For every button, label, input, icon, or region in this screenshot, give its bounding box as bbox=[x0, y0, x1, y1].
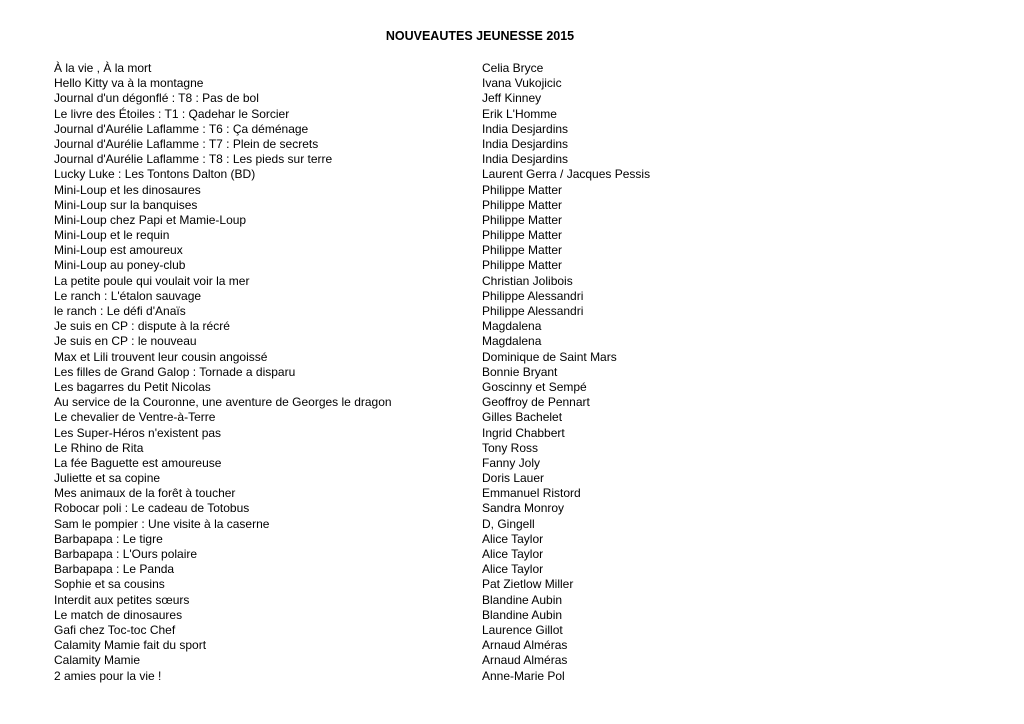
page-title: NOUVEAUTES JEUNESSE 2015 bbox=[385, 29, 575, 43]
book-author: Philippe Matter bbox=[482, 182, 563, 197]
book-title: Sam le pompier : Une visite à la caserne bbox=[54, 516, 270, 531]
book-author: Pat Zietlow Miller bbox=[482, 577, 574, 592]
book-author: Dominique de Saint Mars bbox=[482, 349, 617, 364]
book-title: Lucky Luke : Les Tontons Dalton (BD) bbox=[54, 167, 256, 182]
book-title: Max et Lili trouvent leur cousin angoissé bbox=[54, 349, 268, 364]
book-author: Bonnie Bryant bbox=[482, 364, 558, 379]
book-author: Jeff Kinney bbox=[482, 91, 542, 106]
list-item bbox=[54, 183, 754, 198]
list-item bbox=[54, 152, 754, 167]
list-item bbox=[54, 395, 754, 410]
book-author: Arnaud Alméras bbox=[482, 638, 568, 653]
book-title: Les bagarres du Petit Nicolas bbox=[54, 379, 211, 394]
list-item bbox=[54, 517, 754, 532]
book-title: Le livre des Étoiles : T1 : Qadehar le Sorcier bbox=[54, 106, 290, 121]
book-title: Hello Kitty va à la montagne bbox=[54, 76, 204, 91]
book-author: India Desjardins bbox=[482, 121, 569, 136]
list-item bbox=[54, 198, 754, 213]
book-title: Calamity Mamie bbox=[54, 653, 141, 668]
list-item bbox=[54, 608, 754, 623]
list-item bbox=[54, 334, 754, 349]
list-item bbox=[54, 577, 754, 592]
book-title: Journal d'un dégonflé : T8 : Pas de bol bbox=[54, 91, 259, 106]
book-author: Philippe Matter bbox=[482, 228, 563, 243]
list-item bbox=[54, 638, 754, 653]
list-item bbox=[54, 122, 754, 137]
list-item bbox=[54, 653, 754, 668]
book-author: Alice Taylor bbox=[482, 531, 544, 546]
book-title: Les Super-Héros n'existent pas bbox=[54, 425, 222, 440]
list-item bbox=[54, 562, 754, 577]
book-title: Barbapapa : L'Ours polaire bbox=[54, 547, 198, 561]
book-author: Geoffroy de Pennart bbox=[482, 395, 590, 410]
book-title: Journal d'Aurélie Laflamme : T6 : Ça déménage bbox=[54, 121, 309, 136]
book-author: Anne-Marie Pol bbox=[482, 668, 565, 683]
book-author: Laurence Gillot bbox=[482, 622, 563, 637]
book-author: Christian Jolibois bbox=[482, 273, 573, 288]
book-author: Magdalena bbox=[482, 334, 542, 349]
book-author: Philippe Matter bbox=[482, 212, 563, 227]
book-title: Journal d'Aurélie Laflamme : T8 : Les pieds sur terre bbox=[54, 152, 333, 167]
list-item bbox=[54, 274, 754, 289]
book-author: Philippe Matter bbox=[482, 258, 563, 273]
list-item bbox=[54, 304, 754, 319]
book-author: Philippe Alessandri bbox=[482, 304, 584, 318]
book-title: Mes animaux de la forêt à toucher bbox=[54, 486, 236, 501]
book-title: Les filles de Grand Galop : Tornade a disparu bbox=[54, 364, 296, 379]
list-item bbox=[54, 501, 754, 516]
list-item bbox=[54, 441, 754, 456]
list-item bbox=[54, 289, 754, 304]
book-author: Ingrid Chabbert bbox=[482, 425, 565, 440]
book-author: India Desjardins bbox=[482, 136, 569, 151]
list-item bbox=[54, 61, 754, 76]
list-item bbox=[54, 532, 754, 547]
book-author: Emmanuel Ristord bbox=[482, 486, 581, 501]
book-title: Juliette et sa copine bbox=[54, 471, 161, 486]
book-author: Tony Ross bbox=[482, 440, 539, 455]
book-title: La petite poule qui voulait voir la mer bbox=[54, 273, 250, 288]
book-title: La fée Baguette est amoureuse bbox=[54, 455, 222, 470]
list-item bbox=[54, 623, 754, 638]
book-author: Philippe Alessandri bbox=[482, 288, 584, 303]
book-title: le ranch : Le défi d'Anaïs bbox=[54, 304, 186, 318]
list-item bbox=[54, 258, 754, 273]
list-item bbox=[54, 167, 754, 182]
list-item bbox=[54, 547, 754, 562]
book-author: Alice Taylor bbox=[482, 547, 544, 561]
list-item bbox=[54, 486, 754, 501]
book-author: Sandra Monroy bbox=[482, 501, 565, 516]
list-item bbox=[54, 243, 754, 258]
book-title: Je suis en CP : le nouveau bbox=[54, 334, 197, 349]
book-title: Mini-Loup sur la banquises bbox=[54, 197, 198, 212]
book-author: Ivana Vukojicic bbox=[482, 76, 562, 91]
book-title: Mini-Loup au poney-club bbox=[54, 258, 186, 273]
book-author: Philippe Matter bbox=[482, 243, 563, 258]
list-item bbox=[54, 213, 754, 228]
book-title: Le Rhino de Rita bbox=[54, 440, 144, 455]
book-author: Blandine Aubin bbox=[482, 592, 563, 607]
book-author: Magdalena bbox=[482, 319, 542, 334]
book-title: Le ranch : L'étalon sauvage bbox=[54, 288, 202, 303]
book-author: Fanny Joly bbox=[482, 455, 541, 470]
book-title: Mini-Loup et les dinosaures bbox=[54, 182, 201, 197]
book-title: Journal d'Aurélie Laflamme : T7 : Plein de secrets bbox=[54, 136, 319, 151]
book-list bbox=[54, 61, 754, 684]
book-author: Arnaud Alméras bbox=[482, 653, 568, 668]
list-item bbox=[54, 350, 754, 365]
book-title: Barbapapa : Le Panda bbox=[54, 562, 175, 577]
book-title: Mini-Loup chez Papi et Mamie-Loup bbox=[54, 212, 247, 227]
book-title: À la vie , À la mort bbox=[54, 61, 152, 75]
book-author: Blandine Aubin bbox=[482, 607, 563, 622]
book-author: D, Gingell bbox=[482, 516, 535, 531]
book-author: India Desjardins bbox=[482, 152, 569, 167]
book-title: Robocar poli : Le cadeau de Totobus bbox=[54, 501, 250, 516]
list-item bbox=[54, 91, 754, 106]
book-title: Au service de la Couronne, une aventure de Georges le dragon bbox=[54, 395, 392, 410]
list-item bbox=[54, 593, 754, 608]
book-title: Le match de dinosaures bbox=[54, 607, 183, 622]
book-author: Alice Taylor bbox=[482, 562, 544, 577]
list-item bbox=[54, 137, 754, 152]
book-title: Interdit aux petites sœurs bbox=[54, 592, 190, 607]
list-item bbox=[54, 319, 754, 334]
book-author: Philippe Matter bbox=[482, 197, 563, 212]
list-item bbox=[54, 669, 754, 684]
list-item bbox=[54, 365, 754, 380]
book-title: 2 amies pour la vie ! bbox=[54, 668, 162, 683]
book-author: Goscinny et Sempé bbox=[482, 379, 587, 394]
book-author: Erik L'Homme bbox=[482, 106, 557, 121]
list-item bbox=[54, 107, 754, 122]
book-title: Gafi chez Toc-toc Chef bbox=[54, 622, 176, 637]
book-author: Gilles Bachelet bbox=[482, 410, 563, 425]
book-title: Le chevalier de Ventre-à-Terre bbox=[54, 410, 216, 425]
book-author: Doris Lauer bbox=[482, 471, 545, 486]
list-item bbox=[54, 380, 754, 395]
list-item bbox=[54, 471, 754, 486]
book-title: Mini-Loup est amoureux bbox=[54, 243, 183, 258]
list-item bbox=[54, 76, 754, 91]
book-author: Celia Bryce bbox=[482, 61, 544, 75]
book-title: Sophie et sa cousins bbox=[54, 577, 165, 592]
book-author: Laurent Gerra / Jacques Pessis bbox=[482, 167, 651, 182]
list-item bbox=[54, 426, 754, 441]
book-title: Calamity Mamie fait du sport bbox=[54, 638, 207, 653]
list-item bbox=[54, 228, 754, 243]
book-title: Barbapapa : Le tigre bbox=[54, 531, 163, 546]
book-title: Je suis en CP : dispute à la récré bbox=[54, 319, 230, 334]
book-title: Mini-Loup et le requin bbox=[54, 228, 170, 243]
list-item bbox=[54, 456, 754, 471]
list-item bbox=[54, 410, 754, 425]
